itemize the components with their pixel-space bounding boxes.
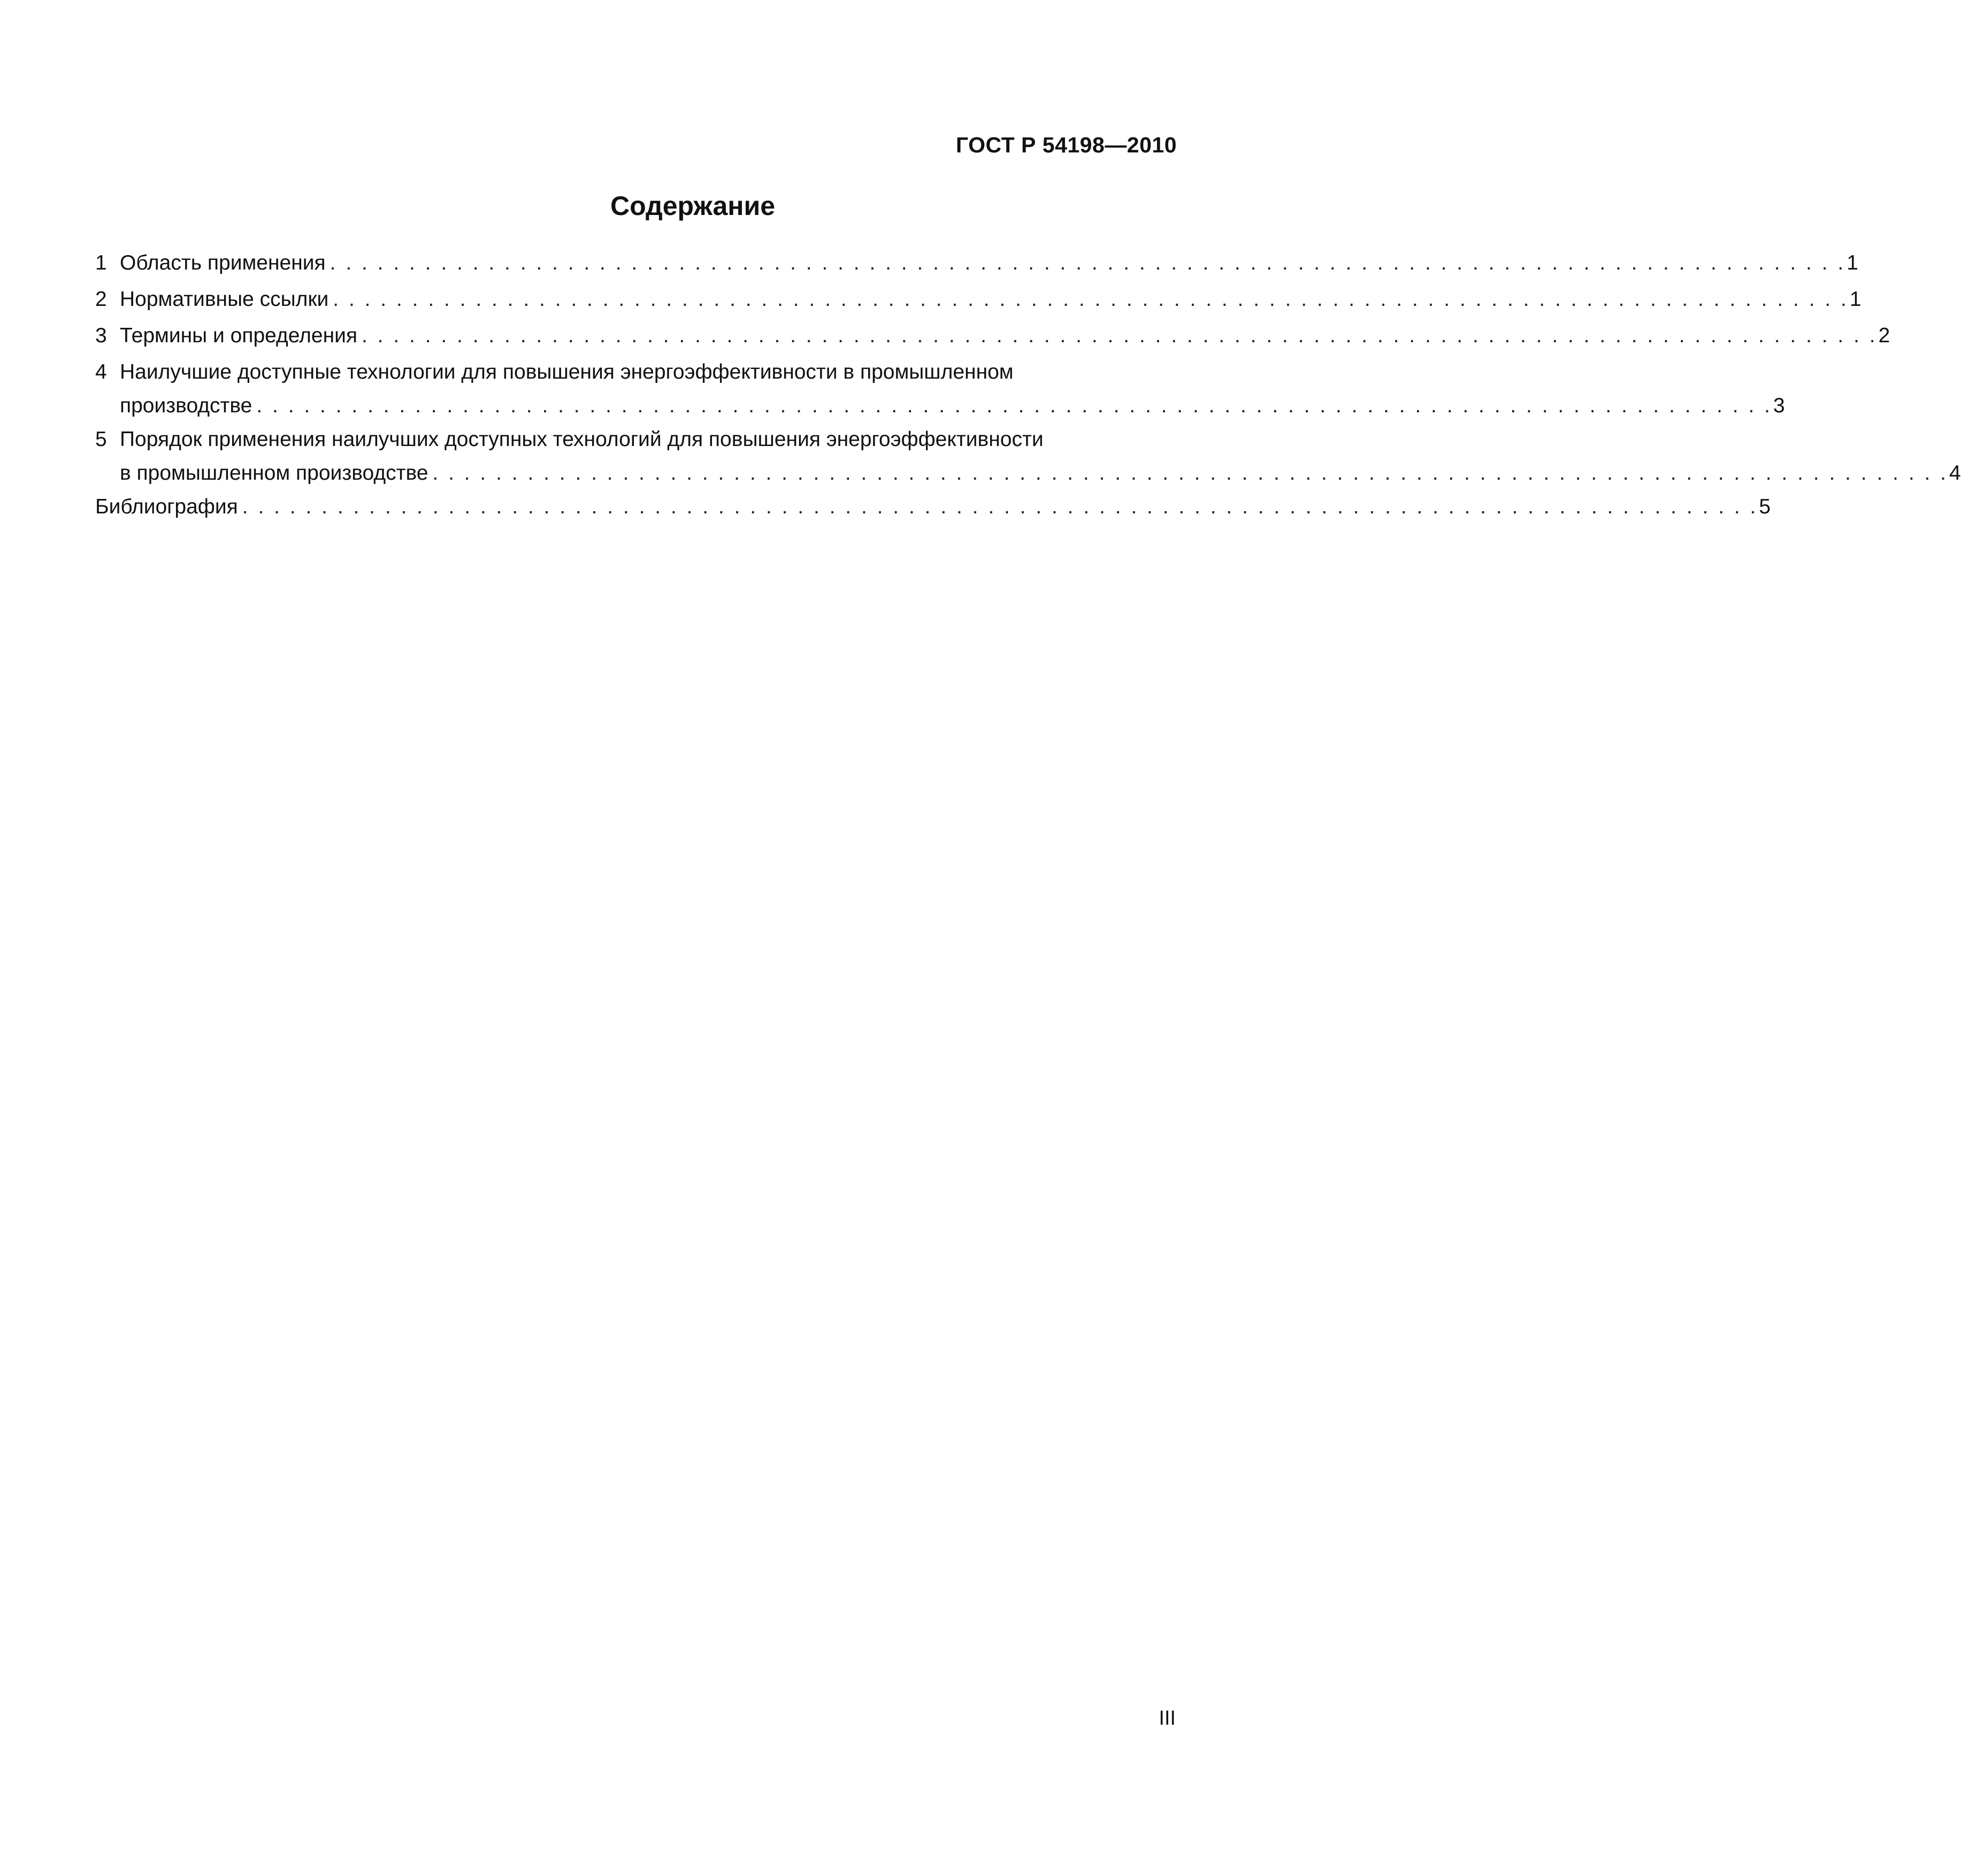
- table-of-contents: [95, 246, 1961, 526]
- toc-entry-title-line-2: в промышленном производстве: [120, 462, 428, 485]
- toc-entry-page: 4: [1949, 462, 1961, 485]
- toc-leader-dots: [256, 389, 1770, 422]
- toc-entry-page: 2: [1878, 324, 1890, 347]
- toc-entry-title-line-2: производстве: [120, 394, 252, 417]
- toc-entry-title-line-1: Наилучшие доступные технологии для повышения энергоэффективности в промышленном: [120, 360, 1014, 383]
- toc-entry-title: Нормативные ссылки: [120, 288, 329, 311]
- toc-leader-dots: [432, 456, 1946, 490]
- toc-entry-number: 3: [95, 324, 107, 347]
- toc-entry-2[interactable]: [95, 282, 1862, 319]
- toc-entry-title: Область применения: [120, 251, 326, 274]
- page-number: III: [1159, 1707, 1176, 1729]
- toc-leader-dots: [330, 246, 1844, 280]
- toc-entry-number: 2: [95, 288, 107, 311]
- toc-entry-3[interactable]: [95, 319, 1890, 355]
- toc-entry-5[interactable]: [95, 422, 1961, 490]
- toc-entry-4[interactable]: [95, 355, 1785, 422]
- toc-entry-title: Термины и определения: [120, 324, 358, 347]
- toc-entry-page: 1: [1847, 251, 1858, 274]
- toc-leader-dots: [362, 319, 1875, 352]
- toc-entry-number: 5: [95, 428, 107, 451]
- toc-entry-title: Библиография: [95, 495, 238, 518]
- toc-entry-number: 4: [95, 360, 107, 383]
- toc-entry-page: 1: [1849, 288, 1862, 311]
- toc-entry-1[interactable]: [95, 246, 1858, 282]
- toc-entry-bibliography[interactable]: [95, 490, 1771, 526]
- toc-entry-page: 3: [1773, 394, 1785, 417]
- toc-leader-dots: [333, 282, 1847, 316]
- document-code: ГОСТ Р 54198—2010: [955, 133, 1177, 157]
- toc-entry-title-line-1: Порядок применения наилучших доступных технологий для повышения энергоэффективности: [120, 428, 1044, 451]
- toc-title: Содержание: [610, 191, 776, 221]
- toc-entry-number: 1: [95, 251, 107, 274]
- toc-entry-page: 5: [1759, 495, 1771, 518]
- toc-leader-dots: [242, 490, 1756, 524]
